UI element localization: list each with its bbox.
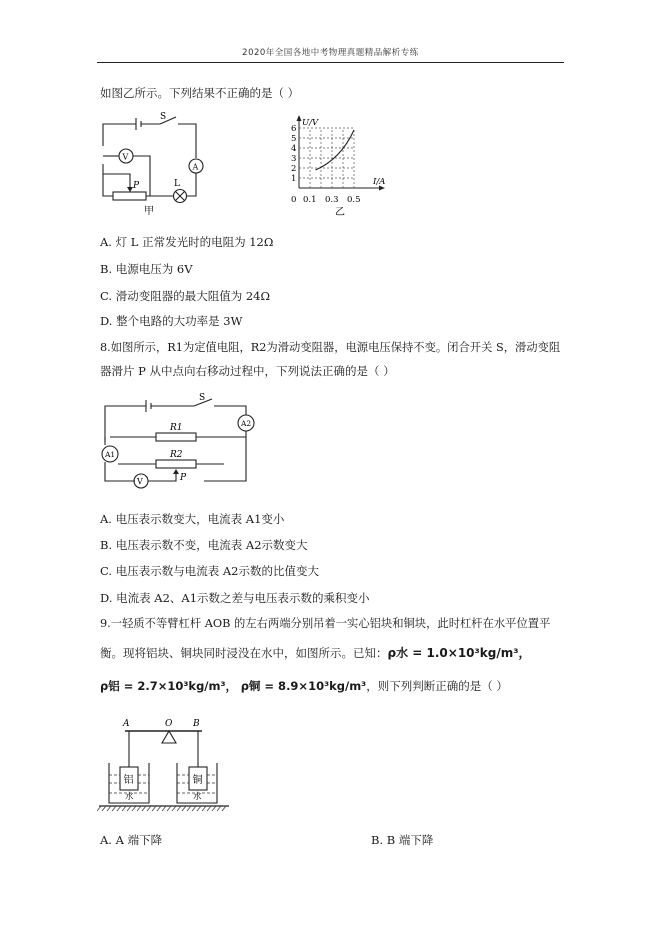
graph-ytick-label: 1 xyxy=(291,174,297,184)
ground-hatch xyxy=(167,806,171,811)
ground-hatch xyxy=(152,806,156,811)
ground-hatch xyxy=(207,806,211,811)
q9-stem-line3 xyxy=(100,679,508,693)
lever-end-a: A xyxy=(123,719,130,729)
lever-end-b: B xyxy=(193,719,200,729)
q9-stem-line2-text: 衡。现将铝块、铜块同时浸没在水中，如图所示。已知： xyxy=(100,646,388,660)
ground-hatch xyxy=(142,806,146,811)
r2-label: R2 xyxy=(170,450,183,460)
q7-intro: 如图乙所示。下列结果不正确的是（ ） xyxy=(100,86,300,100)
slider-label: P xyxy=(133,181,140,191)
ground-hatch xyxy=(217,806,221,811)
rho-aluminum: ρ铝 = 2.7×10³kg/m³， xyxy=(100,679,238,693)
graph-xtick-label: 0.3 xyxy=(325,195,339,205)
ground-hatch xyxy=(112,806,116,811)
ground-hatch xyxy=(147,806,151,811)
graph-ytick-label: 3 xyxy=(291,154,297,164)
ground-hatch xyxy=(97,806,101,811)
ground-hatch xyxy=(162,806,166,811)
ground-hatch xyxy=(222,806,226,811)
ground-hatch xyxy=(172,806,176,811)
ground-hatch xyxy=(202,806,206,811)
graph-xlabel: I/A xyxy=(373,177,386,187)
aluminum-block-label: 铝 xyxy=(123,775,134,786)
ground-hatch xyxy=(177,806,181,811)
water-label-right: 水 xyxy=(193,792,202,802)
q9-stem-line3-tail: ，则下列判断正确的是（ ） xyxy=(366,679,508,693)
ground-hatch xyxy=(197,806,201,811)
ground-hatch xyxy=(192,806,196,811)
graph-ytick-label: 6 xyxy=(291,124,297,134)
page-header: 2020年全国各地中考物理真题精品解析专练 xyxy=(242,48,419,58)
ground-hatch xyxy=(212,806,216,811)
ground-hatch xyxy=(132,806,136,811)
q8-voltmeter-label: V xyxy=(137,477,143,486)
lever-pivot-o: O xyxy=(165,719,173,729)
q7-option-d: D. 整个电路的大功率是 3W xyxy=(100,314,243,328)
q7-circuit-figure-jia xyxy=(98,110,223,218)
graph-origin: 0 xyxy=(291,195,297,205)
q8-circuit-figure xyxy=(96,392,262,498)
ground-hatch xyxy=(102,806,106,811)
ground-hatch xyxy=(187,806,191,811)
q8-option-c: C. 电压表示数与电流表 A2示数的比值变大 xyxy=(100,564,319,578)
graph-xtick-label: 0.5 xyxy=(347,195,361,205)
rho-copper: ρ铜 = 8.9×10³kg/m³ xyxy=(240,679,367,693)
voltmeter-label: V xyxy=(122,152,129,162)
q8-option-b: B. 电压表示数不变，电流表 A2示数变大 xyxy=(100,538,308,552)
ground-hatch xyxy=(157,806,161,811)
a1-label: A1 xyxy=(105,450,116,459)
header-divider xyxy=(97,62,564,63)
rho-water: ρ水 = 1.0×10³kg/m³， xyxy=(387,646,531,660)
q7-option-c: C. 滑动变阻器的最大阻值为 24Ω xyxy=(100,289,271,303)
q8-option-d: D. 电流表 A2、A1示数之差与电压表示数的乘积变小 xyxy=(100,591,370,605)
q9-stem-line2 xyxy=(100,646,530,660)
figure-caption-jia: 甲 xyxy=(144,206,154,217)
graph-ytick-label: 4 xyxy=(291,144,297,154)
water-label-left: 水 xyxy=(125,792,134,802)
ground-hatch xyxy=(117,806,121,811)
a2-label: A2 xyxy=(241,419,252,428)
ground-hatch xyxy=(127,806,131,811)
q8-option-a: A. 电压表示数变大，电流表 A1变小 xyxy=(100,512,285,526)
graph-ytick-label: 2 xyxy=(291,164,297,174)
q9-option-b: B. B 端下降 xyxy=(371,833,434,847)
ammeter-label: A xyxy=(192,162,199,172)
q8-switch-label: S xyxy=(199,393,206,403)
q7-option-b: B. 电源电压为 6V xyxy=(100,262,193,276)
lamp-label: L xyxy=(174,179,180,189)
graph-ylabel: U/V xyxy=(302,118,319,128)
ground-hatch xyxy=(182,806,186,811)
copper-block-label: 铜 xyxy=(192,775,203,786)
graph-ytick-label: 5 xyxy=(291,134,297,144)
r1-label: R1 xyxy=(170,423,183,433)
q9-lever-figure xyxy=(97,715,231,815)
q8-stem-line1: 8.如图所示，R1为定值电阻，R2为滑动变阻器，电源电压保持不变。闭合开关 S，滑动变阻 xyxy=(100,341,561,354)
figure-caption-yi: 乙 xyxy=(335,207,345,218)
q9-stem-line1: 9.一轻质不等臂杠杆 AOB 的左右两端分别吊着一实心铝块和铜块，此时杠杆在水平位置平 xyxy=(100,617,551,630)
q9-option-a: A. A 端下降 xyxy=(100,833,163,847)
q7-graph-yi xyxy=(278,114,398,222)
switch-label: S xyxy=(160,112,167,122)
ground-hatch xyxy=(107,806,111,811)
ground-hatch xyxy=(137,806,141,811)
q7-option-a: A. 灯 L 正常发光时的电阻为 12Ω xyxy=(100,235,274,249)
q8-slider-label: P xyxy=(180,473,187,483)
q8-stem-line2: 器滑片 P 从中点向右移动过程中，下列说法正确的是（ ） xyxy=(100,364,395,378)
ground-hatch xyxy=(122,806,126,811)
graph-xtick-label: 0.1 xyxy=(303,195,317,205)
